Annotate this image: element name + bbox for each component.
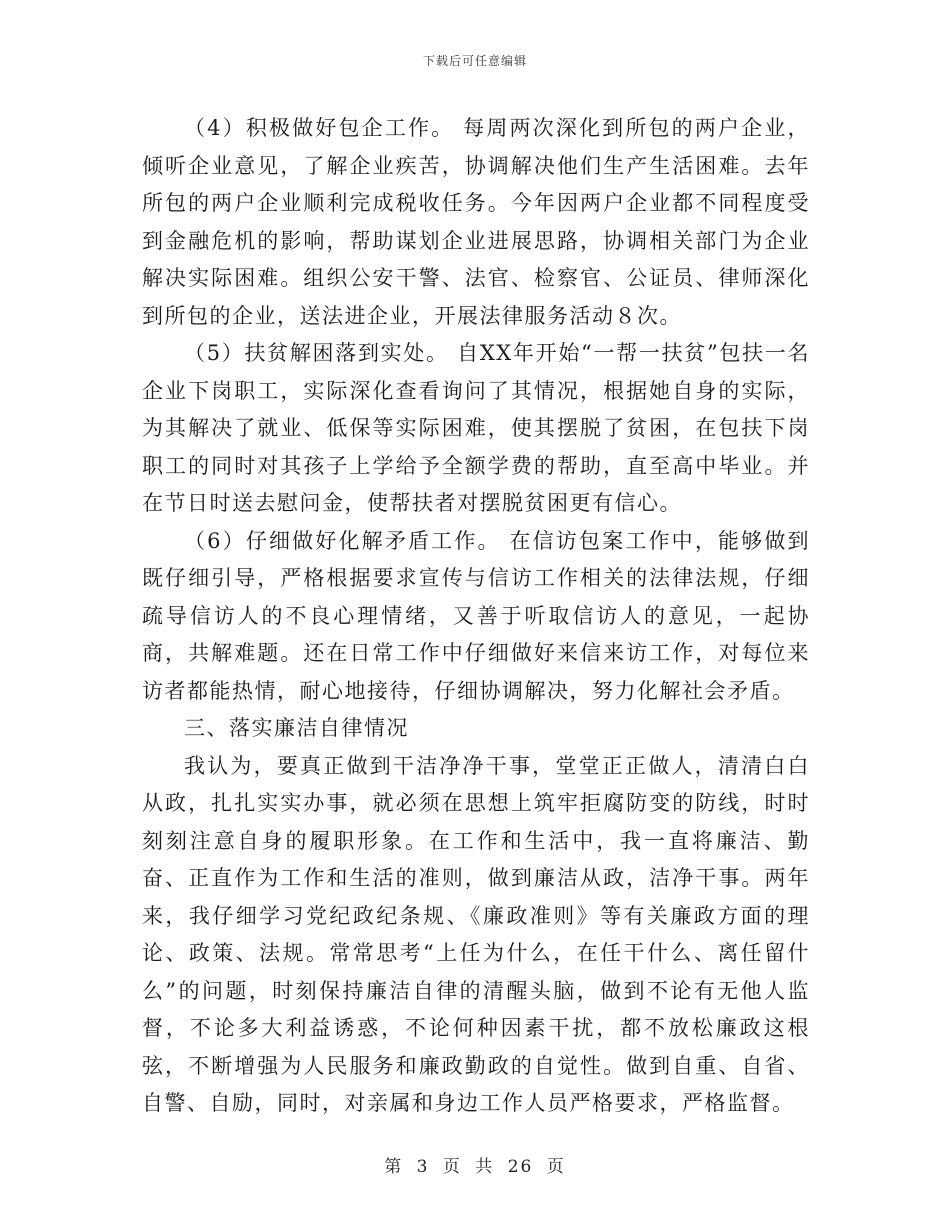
paragraph-enterprise-work: （4）积极做好包企工作。 每周两次深化到所包的两户企业，倾听企业意见，了解企业疾苦，协调解决他们生产生活困难。去年所包的两户企业顺利完成税收任务。今年因两户企业都不同程度受到金融危机的影响，帮助谋划企业进展思路，协调相关部门为企业解决实际困难。组织公安干警、法官、检察官、公证员、律师深化到所包的企业，送法进企业，开展法律服务活动８次。: [142, 116, 810, 328]
paragraph-conflict-resolution: （6）仔细做好化解矛盾工作。 在信访包案工作中，能够做到既仔细引导，严格根据要求宣传与信访工作相关的法律法规，仔细疏导信访人的不良心理情绪，又善于听取信访人的意见，一起协商，共解难题。还在日常工作中仔细做好来信来访工作，对每位来访者都能热情，耐心地接待，仔细协调解决，努力化解社会矛盾。: [142, 528, 810, 703]
page-header-note: 下载后可任意编辑: [422, 54, 527, 68]
paragraph-integrity: 我认为，要真正做到干洁净净干事，堂堂正正做人，清清白白从政，扎扎实实办事，就必须在思想上筑牢拒腐防变的防线，时时刻刻注意自身的履职形象。在工作和生活中，我一直将廉洁、勤奋、正直作为工作和生活的准则，做到廉洁从政，洁净干事。两年来，我仔细学习党纪政纪条规、《廉政准则》等有关廉政方面的理论、政策、法规。常常思考“上任为什么，在任干什么、离任留什么”的问题，时刻保持廉洁自律的清醒头脑，做到不论有无他人监督，不论多大利益诱惑，不论何种因素干扰，都不放松廉政这根弦，不断增强为人民服务和廉政勤政的自觉性。做到自重、自省、自警、自励，同时，对亲属和身边工作人员严格要求，严格监督。: [142, 753, 810, 1115]
document-body: [142, 110, 810, 1123]
paragraph-poverty-relief: （5）扶贫解困落到实处。 自XX年开始“一帮一扶贫”包扶一名企业下岗职工，实际深化查看询问了其情况，根据她自身的实际，为其解决了就业、低保等实际困难，使其摆脱了贫困，在包扶下岗职工的同时对其孩子上学给予全额学费的帮助，直至高中毕业。并在节日时送去慰问金，使帮扶者对摆脱贫困更有信心。: [142, 341, 810, 515]
section-heading-integrity: 三、落实廉洁自律情况: [184, 716, 409, 740]
page-number: 第 3 页 共 26 页: [384, 1157, 566, 1177]
